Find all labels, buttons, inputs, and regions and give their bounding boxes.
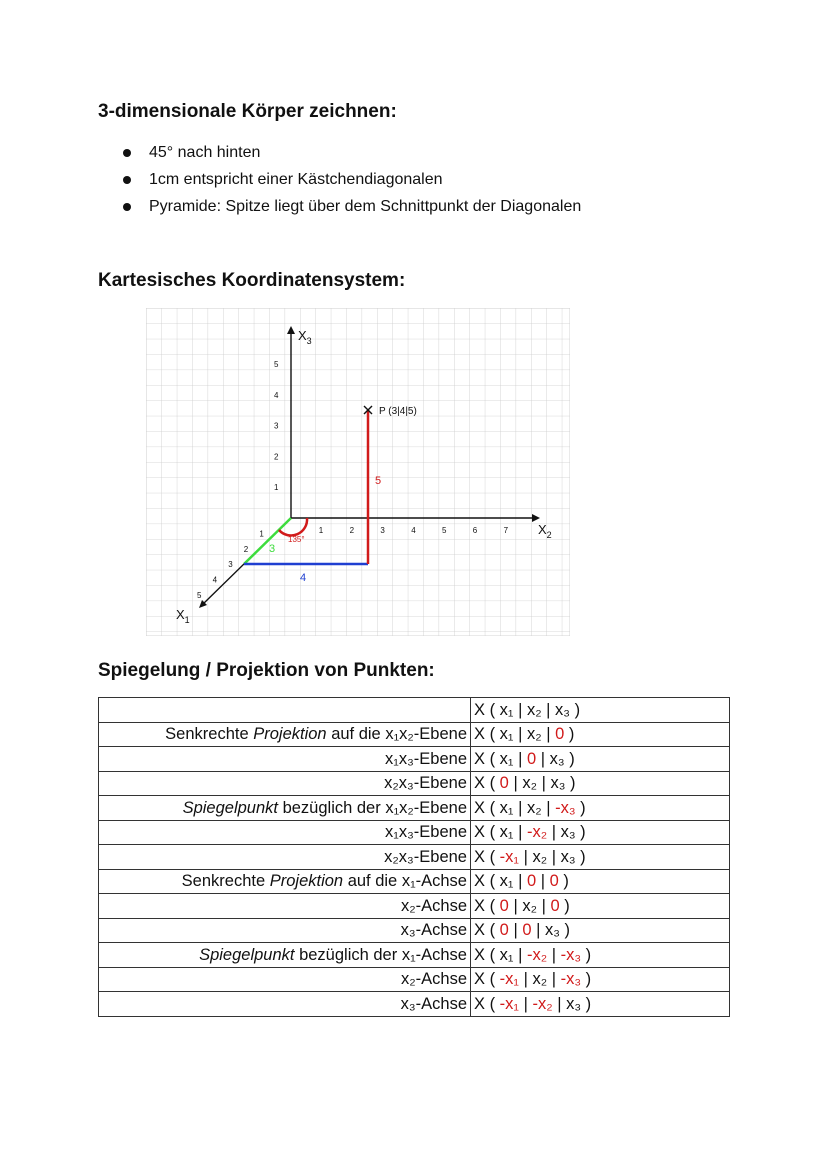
table-row [99,845,730,870]
bullet-text: 1cm entspricht einer Kästchendiagonalen [149,171,443,188]
coordinate-value: x₂ [532,847,548,866]
row-text: x₃-Achse [400,921,467,940]
coordinate-value: -x₁ [499,994,519,1013]
row-text: x₂-Achse [400,896,467,915]
row-coordinate-cell: X ( x₁ | x₂ | -x₃ ) [471,796,730,821]
x2-tick-label: 7 [503,526,509,535]
table-row [99,820,730,845]
coordinate-value: x₃ [560,823,576,842]
row-description-cell [99,869,471,894]
coordinate-value: x₃ [549,749,565,768]
table-header-empty-cell [99,698,471,723]
row-description-cell [99,747,471,772]
row-coordinate-cell: X ( -x₁ | x₂ | -x₃ ) [471,967,730,992]
reflection-table [98,697,730,1017]
heading-mirror: Spiegelung / Projektion von Punkten: [98,660,435,681]
coordinate-value: x₁ [499,798,514,817]
row-description-cell [99,918,471,943]
row-text: x₃-Achse [400,994,467,1013]
row-coordinate-cell: X ( 0 | x₂ | x₃ ) [471,771,730,796]
row-coordinate-cell: X ( -x₁ | -x₂ | x₃ ) [471,992,730,1017]
x1-tick-label: 5 [197,591,202,600]
coordinate-value: x₃ [560,847,576,866]
x3-tick-label: 4 [274,390,279,400]
row-description-cell [99,967,471,992]
coordinate-value: 0 [499,896,509,915]
coordinate-value: x₁ [499,725,514,744]
row-coordinate-cell: X ( x₁ | -x₂ | x₃ ) [471,820,730,845]
coordinate-value: 0 [522,921,532,940]
row-description-cell [99,992,471,1017]
coordinate-value: 0 [550,896,560,915]
segment-x1-label: 3 [269,543,276,555]
x1-tick-label: 2 [243,544,249,554]
coordinate-value: -x₂ [526,823,548,842]
row-text: Senkrechte [181,872,270,891]
coordinate-value: x₃ [544,921,560,940]
table-row [99,722,730,747]
coordinate-value: -x₃ [560,945,582,964]
coordinate-value: -x₂ [526,945,548,964]
row-description-cell [99,796,471,821]
segment-x3-label: 5 [375,475,382,487]
heading-coords: Kartesisches Koordinatensystem: [98,270,406,291]
point-p-label: P (3|4|5) [379,406,417,417]
axis-x3-label: $X_3$ [298,328,312,346]
bullet-item [123,170,581,197]
table-row [99,943,730,968]
x1-tick-label: 1 [259,529,264,539]
coordinate-value: 0 [549,872,559,891]
row-text: x₁x₃-Ebene [385,823,467,842]
coordinate-value: x₂ [526,725,542,744]
row-text: x₂x₃-Ebene [384,774,467,793]
row-coordinate-cell: X ( -x₁ | x₂ | x₃ ) [471,845,730,870]
coordinate-value: x₁ [499,823,514,842]
x3-tick-label: 3 [274,421,279,431]
coordinate-value: x₁ [499,749,514,768]
row-description-cell [99,845,471,870]
row-coordinate-cell: X ( 0 | x₂ | 0 ) [471,894,730,919]
table-row [99,967,730,992]
coordinate-value: -x₃ [555,798,576,817]
row-description-cell [99,820,471,845]
bullet-dot-icon [123,203,131,211]
bullet-item [123,143,581,170]
row-text: auf die x₁x₂-Ebene [326,725,467,744]
row-coordinate-cell: X ( 0 | 0 | x₃ ) [471,918,730,943]
bullet-text: 45° nach hinten [149,144,261,161]
row-emphasis: Projektion [253,725,327,744]
row-description-cell [99,943,471,968]
grid-background [146,308,570,636]
row-coordinate-cell: X ( x₁ | x₂ | 0 ) [471,722,730,747]
coordinate-value: 0 [499,774,509,793]
coordinate-value: x₂ [526,798,542,817]
coordinate-value: -x₂ [532,994,553,1013]
axis-x2-label: $X_2$ [538,522,552,540]
x1-tick-label: 3 [228,560,233,570]
coordinate-value: x₁ [499,945,514,964]
coordinate-value: x₂ [522,896,537,915]
coordinate-value: x₂ [532,970,548,989]
row-emphasis: Spiegelpunkt [182,798,278,817]
row-text: x₂-Achse [400,970,467,989]
bullet-dot-icon [123,149,131,157]
coordinate-value: 0 [555,725,565,744]
x2-tick-label: 6 [472,526,478,535]
coordinate-value: -x₁ [499,970,519,989]
coordinate-value: x₃ [550,774,566,793]
row-text: Senkrechte [165,725,254,744]
x2-tick-label: 3 [380,526,385,535]
row-description-cell [99,771,471,796]
row-emphasis: Projektion [269,872,344,891]
row-coordinate-cell: X ( x₁ | 0 | x₃ ) [471,747,730,772]
coordinate-value: x₂ [522,774,537,793]
table-row [99,869,730,894]
row-text: x₁x₃-Ebene [385,749,467,768]
axis-x1-label: $X_1$ [176,607,190,625]
table-row [99,796,730,821]
x2-tick-label: 2 [349,526,355,535]
row-text: bezüglich der x₁x₂-Ebene [278,798,467,817]
x3-tick-label: 5 [274,360,279,369]
table-row [99,918,730,943]
coordinate-value: 0 [499,921,509,940]
table-header-cell: X ( x₁ | x₂ | x₃ ) [471,698,730,723]
row-description-cell [99,722,471,747]
table-row [99,771,730,796]
bullet-dot-icon [123,176,131,184]
x3-tick-label: 1 [274,483,279,493]
coordinate-value: 0 [526,872,537,891]
x2-tick-label: 5 [442,526,447,535]
row-description-cell [99,894,471,919]
x2-tick-label: 1 [318,526,324,535]
table-row [99,894,730,919]
table-row [99,992,730,1017]
row-coordinate-cell: X ( x₁ | -x₂ | -x₃ ) [471,943,730,968]
row-coordinate-cell: X ( x₁ | 0 | 0 ) [471,869,730,894]
x3-tick-label: 2 [274,452,279,462]
bullet-list [123,143,581,224]
bullet-text: Pyramide: Spitze liegt über dem Schnittpunkt der Diagonalen [149,198,582,215]
coordinate-value: -x₃ [560,970,582,989]
x1-tick-label: 4 [212,575,218,585]
coordinate-value: 0 [526,749,537,768]
heading-bodies: 3-dimensionale Körper zeichnen: [98,101,397,122]
x2-tick-label: 4 [411,526,416,535]
segment-x2-label: 4 [300,572,307,584]
row-emphasis: Spiegelpunkt [199,945,295,964]
bullet-item [123,197,581,224]
table-row [99,747,730,772]
coordinate-value: x₁ [499,872,514,891]
coordinate-diagram [146,308,570,636]
angle-label: 135° [288,535,305,544]
table-header-row [99,698,730,723]
row-text: x₂x₃-Ebene [384,847,467,866]
row-text: bezüglich der x₁-Achse [294,945,467,964]
coordinate-value: -x₁ [499,847,519,866]
row-text: auf die x₁-Achse [343,872,467,891]
coordinate-value: x₃ [566,994,582,1013]
